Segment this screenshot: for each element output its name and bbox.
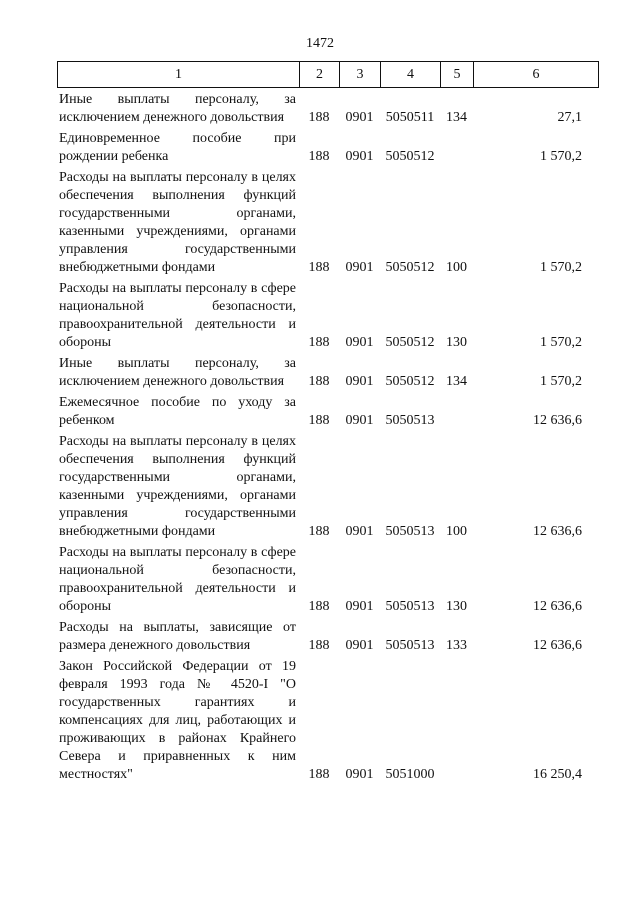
column-header-2: 2: [300, 62, 340, 88]
row-amount: 12 636,6: [533, 413, 582, 428]
row-code-3: 0901: [345, 335, 374, 350]
column-header-row: [58, 62, 599, 88]
row-name: Ежемесячное пособие по уходу за ребенком: [59, 395, 296, 428]
row-code-3: 0901: [345, 413, 374, 428]
row-name: Расходы на выплаты персоналу в сфере национальной безопасности, правоохранительной деятельности и обороны: [59, 281, 296, 350]
row-name: Иные выплаты персоналу, за исключением денежного довольствия: [59, 92, 296, 125]
row-name: Расходы на выплаты, зависящие от размера денежного довольствия: [59, 620, 296, 653]
table-row: [57, 169, 598, 277]
row-code-3: 0901: [345, 524, 374, 539]
row-code-2: 188: [308, 413, 330, 428]
row-code-5: 134: [446, 110, 467, 125]
row-amount: 1 570,2: [540, 335, 582, 350]
column-header-1: 1: [58, 62, 300, 88]
table-body: [57, 88, 598, 784]
row-code-2: 188: [308, 335, 330, 350]
row-code-2: 188: [308, 149, 330, 164]
row-name: Расходы на выплаты персоналу в целях обеспечения выполнения функций государственными органами, казенными учреждениями, органами управления государственными внебюджетными фондами: [59, 434, 296, 539]
row-amount: 1 570,2: [540, 260, 582, 275]
row-code-4: 5050513: [385, 413, 435, 428]
row-code-2: 188: [308, 638, 330, 653]
row-amount: 12 636,6: [533, 599, 582, 614]
column-header-4: 4: [381, 62, 441, 88]
row-code-3: 0901: [345, 767, 374, 782]
row-code-4: 5050513: [385, 524, 435, 539]
row-amount: 16 250,4: [533, 767, 582, 782]
column-header-3: 3: [340, 62, 381, 88]
row-code-4: 5050512: [385, 374, 435, 389]
column-header-6: 6: [474, 62, 599, 88]
row-code-5: 130: [446, 599, 467, 614]
row-code-3: 0901: [345, 638, 374, 653]
row-code-2: 188: [308, 374, 330, 389]
row-name: Иные выплаты персоналу, за исключением денежного довольствия: [59, 356, 296, 389]
table-row: [57, 91, 598, 127]
table-row: [57, 355, 598, 391]
column-header-5: 5: [441, 62, 474, 88]
row-code-2: 188: [308, 599, 330, 614]
row-code-4: 5050512: [385, 260, 435, 275]
row-amount: 12 636,6: [533, 638, 582, 653]
row-code-5: 100: [446, 524, 467, 539]
row-code-3: 0901: [345, 149, 374, 164]
row-amount: 1 570,2: [540, 149, 582, 164]
table-row: [57, 130, 598, 166]
row-code-3: 0901: [345, 374, 374, 389]
row-code-2: 188: [308, 767, 330, 782]
page-number: 1472: [306, 36, 334, 51]
table-row: [57, 544, 598, 616]
row-code-4: 5050512: [385, 149, 435, 164]
row-code-2: 188: [308, 260, 330, 275]
table-row: [57, 394, 598, 430]
row-code-4: 5050513: [385, 638, 435, 653]
row-code-5: 100: [446, 260, 467, 275]
row-code-2: 188: [308, 110, 330, 125]
table-row: [57, 433, 598, 541]
row-name: Единовременное пособие при рождении ребенка: [59, 131, 296, 164]
row-code-4: 5050512: [385, 335, 435, 350]
row-amount: 1 570,2: [540, 374, 582, 389]
table-row: [57, 619, 598, 655]
row-code-5: 130: [446, 335, 467, 350]
row-code-3: 0901: [345, 260, 374, 275]
row-name: Расходы на выплаты персоналу в целях обеспечения выполнения функций государственными органами, казенными учреждениями, органами управления государственными внебюджетными фондами: [59, 170, 296, 275]
row-name: Закон Российской Федерации от 19 февраля 1993 года № 4520-I "О государственных гарантиях и компенсациях для лиц, работающих и проживающих в районах Крайнего Севера и приравненных к ним местностях": [59, 659, 296, 782]
table-row: [57, 658, 598, 784]
row-code-4: 5050511: [385, 110, 435, 125]
table-row: [57, 280, 598, 352]
row-amount: 27,1: [557, 110, 582, 125]
row-code-3: 0901: [345, 110, 374, 125]
row-code-5: 134: [446, 374, 467, 389]
row-code-4: 5051000: [385, 767, 435, 782]
row-code-2: 188: [308, 524, 330, 539]
row-code-5: 133: [446, 638, 467, 653]
column-header-table: [57, 61, 599, 88]
row-code-4: 5050513: [385, 599, 435, 614]
row-code-3: 0901: [345, 599, 374, 614]
row-name: Расходы на выплаты персоналу в сфере национальной безопасности, правоохранительной деятельности и обороны: [59, 545, 296, 614]
row-amount: 12 636,6: [533, 524, 582, 539]
